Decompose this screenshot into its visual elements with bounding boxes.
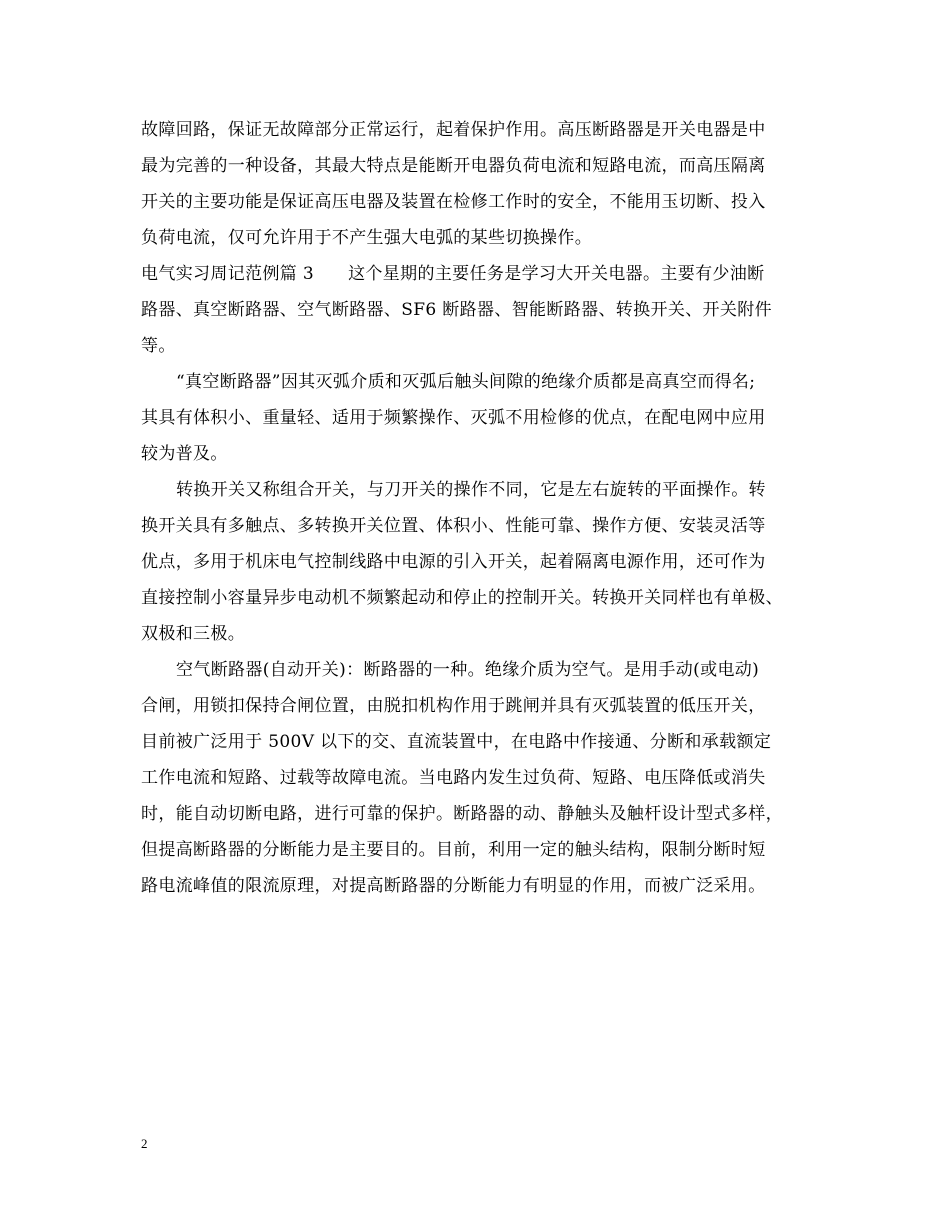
body-text-line: 路电流峰值的限流原理，对提高断路器的分断能力有明显的作用，而被广泛采用。 [141,876,766,896]
section-heading: 电气实习周记范例篇 3 [141,264,315,284]
paragraph-first-line: “真空断路器”因其灭弧介质和灭弧后触头间隙的绝缘介质都是高真空而得名; [176,372,756,392]
body-text-line: 开关的主要功能是保证高压电器及装置在检修工作时的安全，不能用玉切断、投入 [141,192,766,212]
paragraph-first-line: 转换开关又称组合开关，与刀开关的操作不同，它是左右旋转的平面操作。转 [176,480,766,500]
body-text-line: 换开关具有多触点、多转换开关位置、体积小、性能可靠、操作方便、安装灵活等 [141,516,766,536]
body-text-inline: 这个星期的主要任务是学习大开关电器。主要有少油断 [348,264,765,284]
body-text-line: 故障回路，保证无故障部分正常运行，起着保护作用。高压断路器是开关电器是中 [141,120,766,140]
page-number: 2 [141,1136,148,1151]
body-text-line: 但提高断路器的分断能力是主要目的。目前，利用一定的触头结构，限制分断时短 [141,840,766,860]
body-text-line: 直接控制小容量异步电动机不频繁起动和停止的控制开关。转换开关同样也有单极、 [141,588,783,608]
body-text-line: 其具有体积小、重量轻、适用于频繁操作、灭弧不用检修的优点，在配电网中应用 [141,408,766,428]
body-text-line: 合闸，用锁扣保持合闸位置，由脱扣机构作用于跳闸并具有灭弧装置的低压开关， [141,696,766,716]
body-text-line: 负荷电流，仅可允许用于不产生强大电弧的某些切换操作。 [141,228,593,248]
body-text-line: 较为普及。 [141,444,228,464]
body-text-line: 最为完善的一种设备，其最大特点是能断开电器负荷电流和短路电流，而高压隔离 [141,156,766,176]
body-text-line: 路器、真空断路器、空气断路器、SF6 断路器、智能断路器、转换开关、开关附件 [141,300,772,320]
body-text-line: 等。 [141,336,176,356]
section-heading-line [141,263,764,285]
body-text-line: 双极和三极。 [141,624,246,644]
body-text-line: 工作电流和短路、过载等故障电流。当电路内发生过负荷、短路、电压降低或消失 [141,768,766,788]
body-text-line: 优点，多用于机床电气控制线路中电源的引入开关，起着隔离电源作用，还可作为 [141,552,766,572]
paragraph-first-line: 空气断路器(自动开关)：断路器的一种。绝缘介质为空气。是用手动(或电动) [176,660,760,680]
body-text-line: 目前被广泛用于 500V 以下的交、直流装置中，在电路中作接通、分断和承载额定 [141,732,772,752]
body-text-line: 时，能自动切断电路，进行可靠的保护。断路器的动、静触头及触杆设计型式多样， [141,804,783,824]
